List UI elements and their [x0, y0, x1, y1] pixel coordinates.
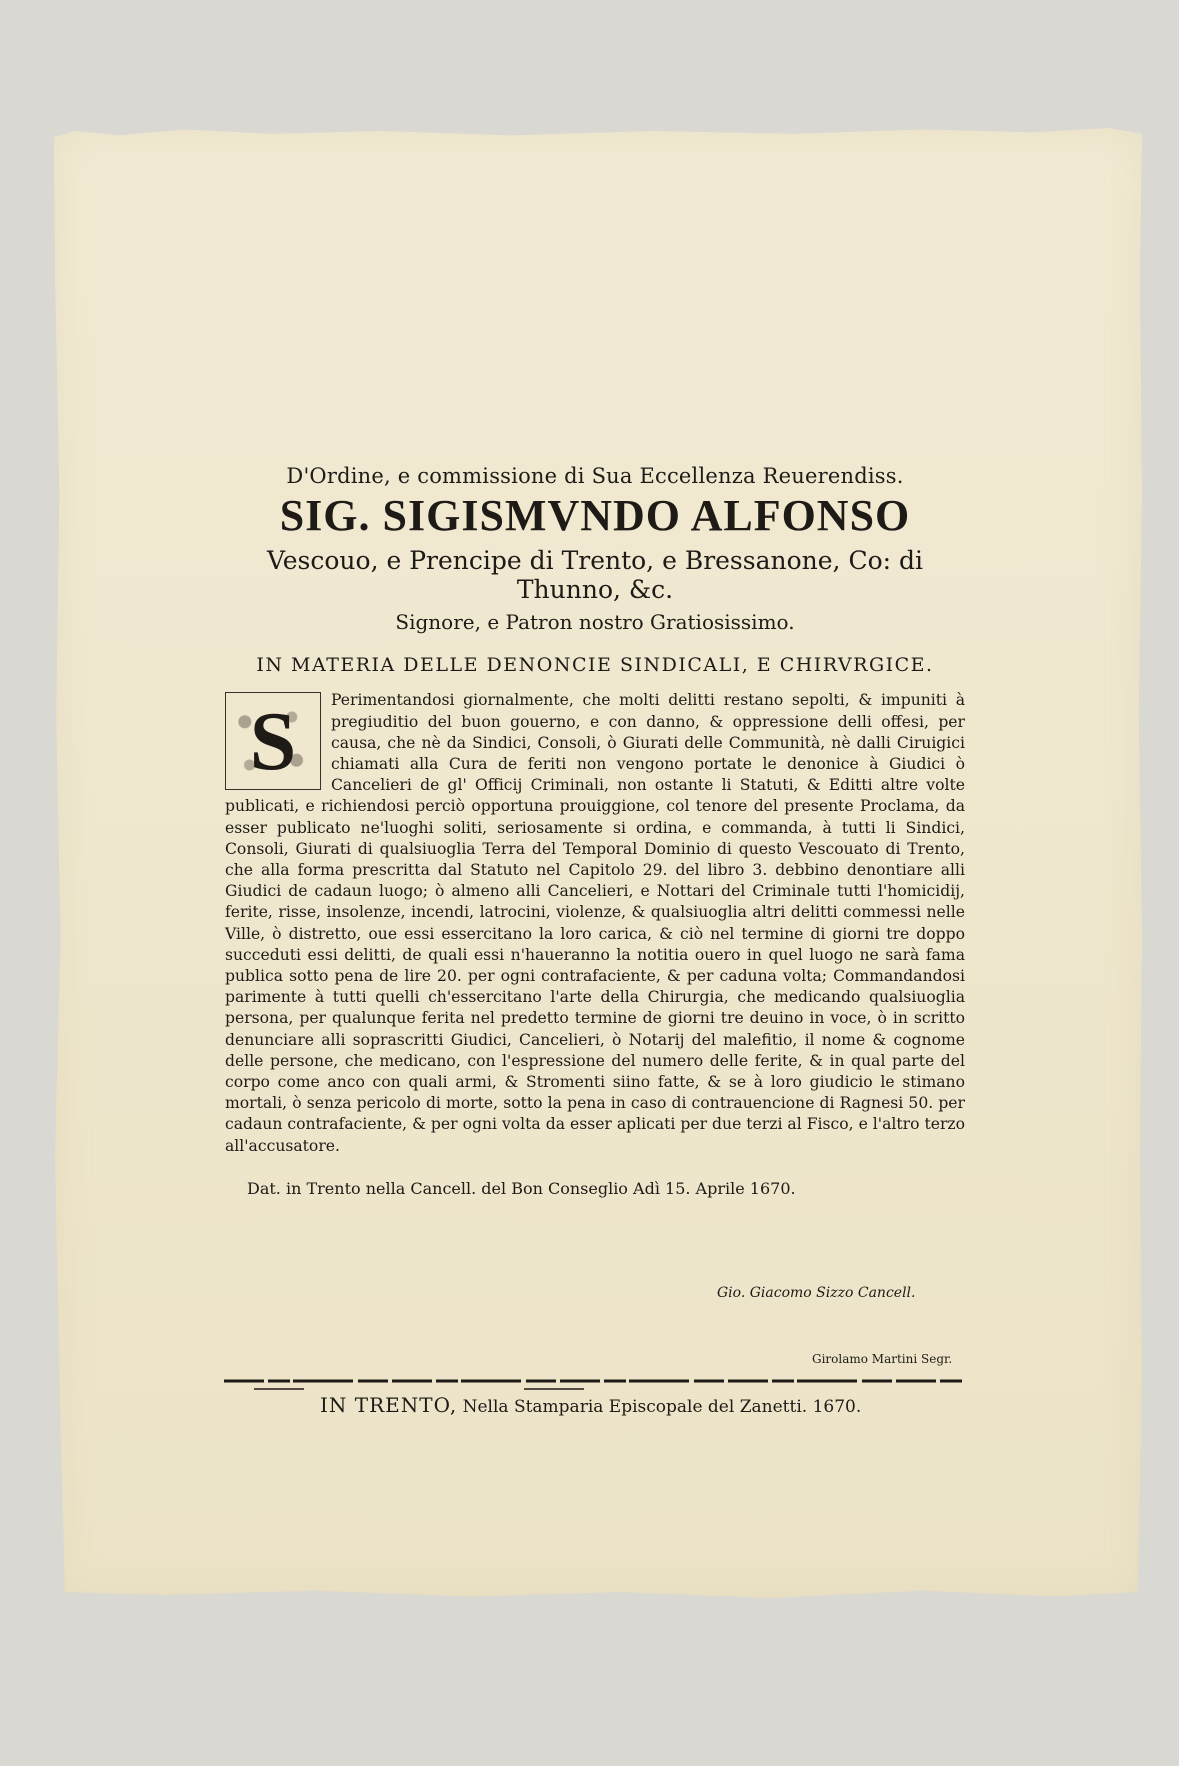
bishop-titles: Vescouo, e Prencipe di Trento, e Bressanone, Co: di Thunno, &c. — [266, 546, 923, 605]
page-title: SIG. SIGISMVNDO ALFONSO — [279, 491, 911, 540]
order-line: D'Ordine, e commissione di Sua Eccellenza Reuerendiss. — [286, 464, 904, 488]
imprint-city: IN TRENTO, — [320, 1393, 458, 1417]
lord-line: Signore, e Patron nostro Gratiosissimo. — [395, 610, 795, 635]
date-line: Dat. in Trento nella Cancell. del Bon Conseglio Adì 15. Aprile 1670. — [247, 1178, 796, 1198]
proclamation-content — [225, 464, 965, 1198]
proclamation-text: Perimentandosi giornalmente, che molti delitti restano sepolti, & impuniti à pregiuditio del buon gouerno, e con danno, & oppressione delli offesi, per causa, che nè da Sindici, Consoli, ò Giurati delle Communità, nè dalli Ciruigici chiamati alla Cura de feriti non vengono portate le denonice à Giudici ò Cancelieri de gl' Officij Criminali, non ostante li Statuti, & Editti altre volte publicati, e richiendosi perciò opportuna prouiggione, col tenore del presente Proclama, da esser publicato ne'luoghi soliti, seriosamente si ordina, e commanda, à tutti li Sindici, Consoli, Giurati di qualsiuoglia Terra del Temporal Dominio di questo Vescouato di Trento, che alla forma prescritta dal Statuto nel Capitolo 29. del libro 3. debbino denontiare alli Giudici de cadaun luogo; ò almeno alli Cancelieri, e Nottari del Criminale tutti l'homicidij, ferite, risse, insolenze, incendi, latrocini, violenze, & qualsiuoglia altri delitti commessi nelle Ville, ò distretto, oue essi essercitano la loro carica, & ciò nel termine di giorni tre doppo succeduti essi delitti, de quali essi n'haueranno la notitia ouero in quel luogo ne sarà fama publica sotto pena de lire 20. per ogni contrafaciente, & per caduna volta; Commandandosi parimente à tutti quelli ch'essercitano l'arte della Chirurgia, che medicando qualsiuoglia persona, per qualunque ferita nel predetto termine de giorni tre deuino in voce, ò in scritto denunciare alli soprascritti Giudici, Cancelieri, ò Notarij del malefitio, il nome & cognome delle persone, che medicano, con l'espressione del numero delle ferite, & in qual parte del corpo come anco con quali armi, & Stromenti siino fatte, & se à loro giudicio le stimano mortali, ò senza pericolo di morte, sotto la pena in caso di contrauencione di Ragnesi 50. per cadaun contrafaciente, & per ogni volta da esser aplicati per due terzi al Fisco, e l'altro terzo all'accusatore. — [225, 691, 965, 1155]
imprint-line — [320, 1393, 861, 1417]
proclamation-body — [225, 690, 965, 1156]
imprint-printer: Nella Stamparia Episcopale del Zanetti. 1670. — [462, 1397, 862, 1417]
decorated-initial-icon: S — [225, 692, 321, 790]
chancellor-signature: Gio. Giacomo Sizzo Cancell. — [717, 1285, 916, 1301]
ornamental-rule — [224, 1373, 964, 1391]
subject-heading: IN MATERIA DELLE DENONCIE SINDICALI, E CHIRVRGICE. — [256, 654, 934, 677]
secretary-signature: Girolamo Martini Segr. — [812, 1352, 953, 1366]
